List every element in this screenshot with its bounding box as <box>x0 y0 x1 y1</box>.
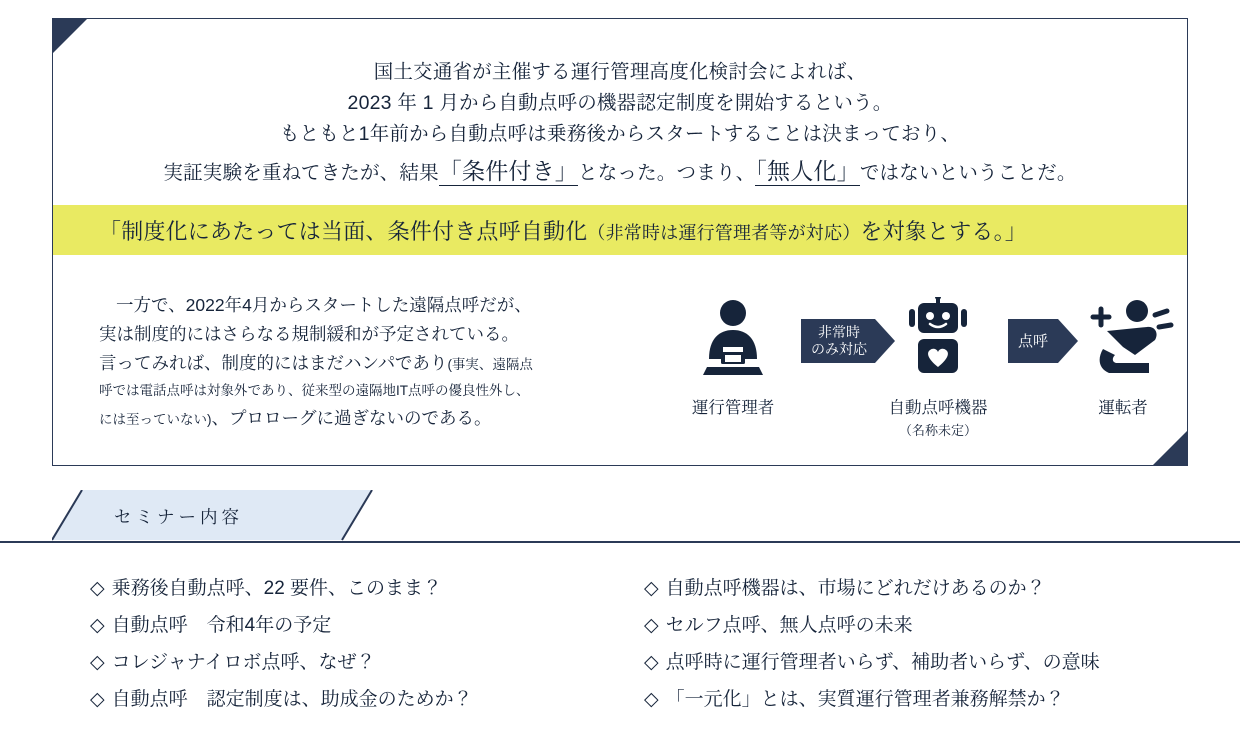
diamond-bullet-icon: ◇ <box>90 578 105 599</box>
driver-in-seat-icon <box>1063 297 1183 383</box>
robot-icon <box>868 297 1008 383</box>
list-item-label: 乗務後自動点呼、22 要件、このまま？ <box>111 578 443 599</box>
diamond-bullet-icon: ◇ <box>90 615 105 636</box>
info-panel <box>52 18 1188 466</box>
highlight-part-b: （非常時は運行管理者等が対応） <box>587 222 861 243</box>
lead-line-1: 国土交通省が主催する運行管理高度化検討会によれば、 <box>373 61 867 83</box>
list-item-label: コレジャナイロボ点呼、なぜ？ <box>111 652 376 673</box>
seminar-topic-column-right <box>644 570 1164 718</box>
person-with-laptop-icon <box>663 297 803 383</box>
body-line-2: 実は制度的にはさらなる規制緩和が予定されている。 <box>99 324 519 344</box>
lead-line-2: 2023 年 1 月から自動点呼の機器認定制度を開始するという。 <box>347 92 893 114</box>
body-line-3 <box>99 349 607 378</box>
highlight-quote-text <box>53 215 1027 246</box>
diamond-bullet-icon: ◇ <box>644 652 659 673</box>
seminar-section-label: セミナー内容 <box>114 507 243 527</box>
list-item <box>90 681 610 718</box>
diagram-node-auto-rollcall-device <box>868 297 1008 439</box>
body-line-3-main: 言ってみれば、制度的にはまだハンパであり <box>99 353 448 373</box>
body-line-5-note: には至っていない) <box>99 412 212 427</box>
list-item-label: 「一元化」とは、実質運行管理者兼務解禁か？ <box>665 689 1065 710</box>
arrow1-line1: 非常時 <box>818 324 860 340</box>
seminar-section-ribbon <box>52 490 382 542</box>
diagram-node-auto-rollcall-device-label: 自動点呼機器 <box>888 399 988 417</box>
diamond-bullet-icon: ◇ <box>644 689 659 710</box>
lead-line-4-part-e: ではないということだ。 <box>859 162 1077 184</box>
lead-line-3: もともと1年前から自動点呼は乗務後からスタートすることは決まっており、 <box>279 123 961 145</box>
body-line-4-note: 呼では電話点呼は対象外であり、従来型の遠隔地IT点呼の優良性外し、 <box>99 383 530 398</box>
diagram-node-auto-rollcall-device-sublabel: （名称未定） <box>898 423 977 438</box>
highlight-part-a: 「制度化にあたっては当面、条件付き点呼自動化 <box>99 218 588 244</box>
body-line-5-main: 、プロローグに過ぎないのである。 <box>211 408 492 428</box>
body-line-1: 一方で、2022年4月からスタートした遠隔点呼だが、 <box>116 295 532 315</box>
diagram-arrow-rollcall-label <box>1008 319 1058 363</box>
diagram-node-operation-manager-label: 運行管理者 <box>691 399 775 417</box>
lead-emphasis-unmanned: 「無人化」 <box>755 158 860 184</box>
list-item-label: 自動点呼 令和4年の予定 <box>111 615 332 636</box>
arrow1-line2: のみ対応 <box>811 341 867 357</box>
highlight-quote-band <box>53 205 1187 255</box>
list-item-label: 自動点呼 認定制度は、助成金のためか？ <box>111 689 473 710</box>
seminar-topic-lists <box>90 570 1200 718</box>
section-divider <box>0 541 1240 543</box>
diagram-node-operation-manager <box>663 297 803 418</box>
lead-emphasis-conditional: 「条件付き」 <box>438 158 578 184</box>
list-item-label: セルフ点呼、無人点呼の未来 <box>665 615 913 636</box>
list-item-label: 点呼時に運行管理者いらず、補助者いらず、の意味 <box>665 652 1100 673</box>
list-item <box>90 644 610 681</box>
list-item <box>644 681 1164 718</box>
body-paragraph <box>99 291 607 433</box>
list-item <box>90 607 610 644</box>
lead-line-4-part-c: となった。つまり、 <box>578 162 756 184</box>
lead-line-4-part-a: 実証実験を重ねてきたが、結果 <box>163 162 439 184</box>
list-item <box>644 570 1164 607</box>
diagram-arrow-emergency-only-label <box>801 319 875 363</box>
body-line-3-note: (事実、遠隔点 <box>447 357 533 372</box>
body-line-5 <box>99 404 607 433</box>
diamond-bullet-icon: ◇ <box>90 652 105 673</box>
workflow-diagram <box>653 297 1183 447</box>
seminar-topic-column-left <box>90 570 610 718</box>
corner-accent-top-left <box>53 19 87 53</box>
diamond-bullet-icon: ◇ <box>90 689 105 710</box>
list-item-label: 自動点呼機器は、市場にどれだけあるのか？ <box>665 578 1046 599</box>
list-item <box>644 607 1164 644</box>
diagram-node-driver <box>1063 297 1183 418</box>
list-item <box>644 644 1164 681</box>
list-item <box>90 570 610 607</box>
highlight-part-c: を対象とする。」 <box>860 218 1028 244</box>
lead-line-4 <box>53 152 1187 192</box>
diamond-bullet-icon: ◇ <box>644 615 659 636</box>
diagram-node-driver-label: 運転者 <box>1098 399 1148 417</box>
arrow2-line1: 点呼 <box>1018 332 1049 350</box>
lead-paragraph <box>53 57 1187 192</box>
diamond-bullet-icon: ◇ <box>644 578 659 599</box>
